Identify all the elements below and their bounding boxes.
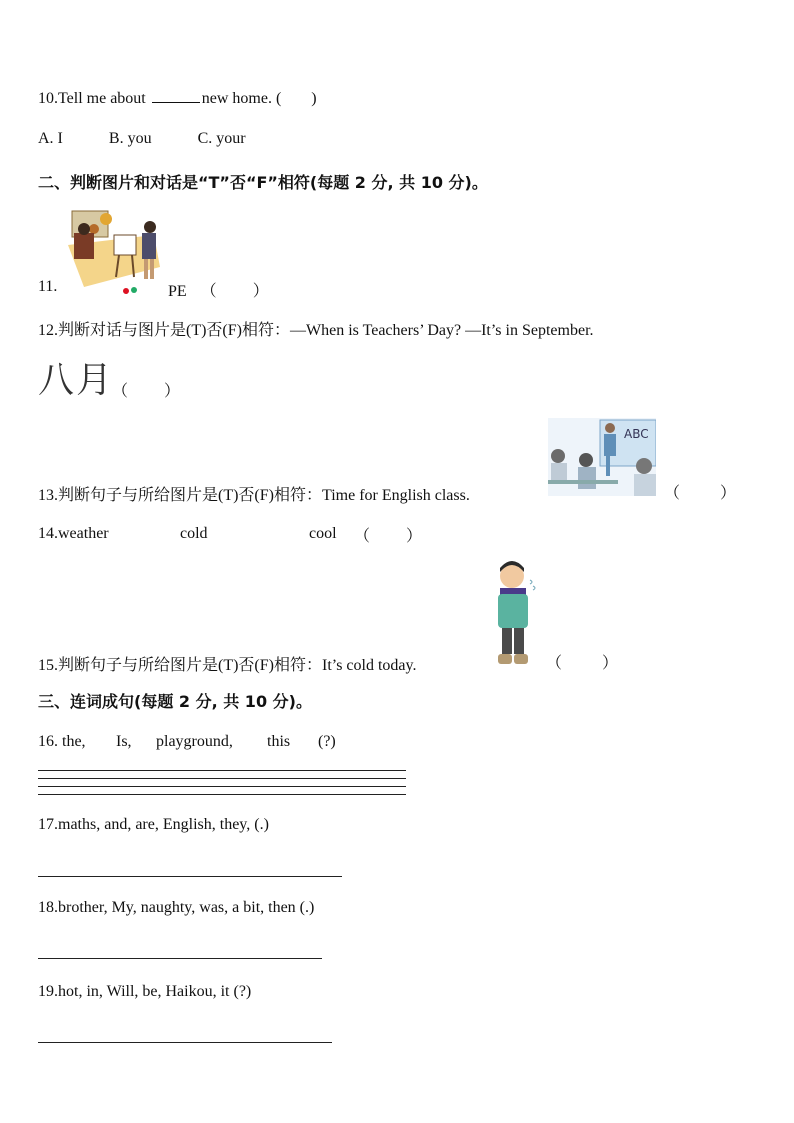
art-class-picture [64,205,164,295]
word-pe: PE [168,283,187,300]
question-15-answer [546,650,618,673]
board-text: ABC [624,427,649,441]
calendar-month-text: 八月 [38,360,115,401]
classroom-picture [548,418,656,496]
answer-line[interactable] [38,958,322,959]
word: (?) [318,733,336,750]
paren-close: ） [720,485,737,502]
paren-close: ） [602,655,619,672]
paren-open: （ [112,383,129,400]
word-weather: weather [58,525,109,542]
word: this [267,733,291,750]
question-18: 18.brother, My, naughty, was, a bit, then (.) [38,899,315,916]
question-number: 16. [38,733,58,750]
question-15: 15.判断句子与所给图片是(T)否(F)相符：It’s cold today. [38,657,417,674]
question-11 [38,278,57,296]
cold-boy-picture [490,560,540,668]
question-12-answer [112,378,180,401]
question-text-after: new home. ( [201,90,282,107]
paren-close: ） [164,383,181,400]
question-10 [38,88,317,108]
option-a[interactable]: A. I [38,130,63,147]
paren-open: （ [200,283,217,300]
question-number: 14. [38,525,58,542]
paren-open: （ [664,485,681,502]
question-14 [38,525,109,543]
word: playground, [156,733,233,750]
question-17: 17.maths, and, are, English, they, (.) [38,816,269,833]
answer-blank[interactable] [152,88,200,103]
answer-line[interactable] [38,1042,332,1043]
paren-close: ) [311,90,317,107]
word-cool: cool [309,525,337,542]
section-3-heading: 三、连词成句(每题 2 分, 共 10 分)。 [38,692,312,711]
option-c[interactable]: C. your [197,130,246,147]
question-10-options [38,130,246,148]
option-b[interactable]: B. you [108,130,152,147]
question-text-before: Tell me about [58,90,146,107]
question-14-answer [354,523,422,546]
writing-line[interactable] [38,794,406,795]
question-11-answer [168,278,269,301]
question-13: 13.判断句子与所给图片是(T)否(F)相符：Time for English class. [38,487,470,504]
writing-line[interactable] [38,778,406,779]
paren-open: （ [546,655,563,672]
question-number: 10. [38,90,58,107]
word-cold: cold [180,525,208,542]
paren-close: ） [252,283,269,300]
word: the, [62,733,86,750]
paren-close: ） [406,528,423,545]
section-2-heading: 二、判断图片和对话是“T”否“F”相符(每题 2 分, 共 10 分)。 [38,173,488,192]
writing-line[interactable] [38,786,406,787]
paren-open: （ [354,528,371,545]
question-13-answer [664,480,736,503]
writing-line[interactable] [38,770,406,771]
question-number: 11. [38,278,58,295]
word: Is, [116,733,132,750]
answer-line[interactable] [38,876,342,877]
question-19: 19.hot, in, Will, be, Haikou, it (?) [38,983,252,1000]
question-16 [38,733,86,751]
question-12: 12.判断对话与图片是(T)否(F)相符：—When is Teachers’ Day? —It’s in September. [38,322,594,339]
